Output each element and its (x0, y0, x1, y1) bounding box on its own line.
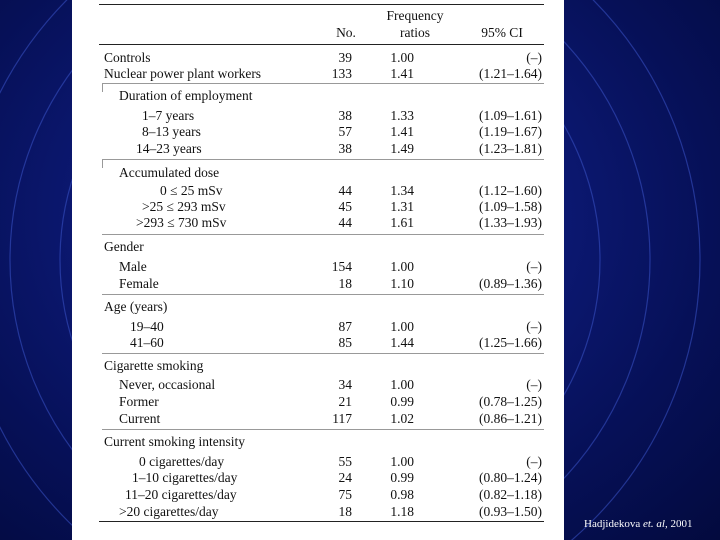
table-row: 0 ≤ 25 mSv 44 1.34 (1.12–1.60) (160, 183, 542, 198)
citation-year: 2001 (667, 518, 693, 530)
header-ci: 95% CI (481, 25, 523, 40)
table-row: >20 cigarettes/day 18 1.18 (0.93–1.50) (119, 504, 542, 519)
table-top-rule (99, 4, 544, 5)
table-row: Male 154 1.00 (–) (119, 259, 542, 274)
table-row: Nuclear power plant workers 133 1.41 (1.21–1.64) (104, 66, 542, 81)
header-no: No. (336, 25, 356, 40)
group-separator (102, 294, 544, 295)
group-heading: Cigarette smoking (104, 358, 204, 373)
table-row: 11–20 cigarettes/day 75 0.98 (0.82–1.18) (125, 487, 542, 502)
table-row: 1–10 cigarettes/day 24 0.99 (0.80–1.24) (132, 470, 542, 485)
table-row: Never, occasional 34 1.00 (–) (119, 377, 542, 392)
citation-etal: et. al, (642, 518, 668, 530)
table-row: Controls 39 1.00 (–) (104, 50, 542, 65)
group-heading: Duration of employment (119, 88, 253, 103)
group-heading: Gender (104, 239, 144, 254)
table-row: Former 21 0.99 (0.78–1.25) (119, 394, 542, 409)
header-ratios: ratios (400, 25, 430, 40)
citation-caption (584, 518, 692, 530)
table-row: 0 cigarettes/day 55 1.00 (–) (139, 454, 542, 469)
table-row: Female 18 1.10 (0.89–1.36) (119, 276, 542, 291)
group-separator (102, 159, 544, 160)
table-header-rule (99, 44, 544, 45)
header-frequency: Frequency (386, 8, 444, 23)
group-separator (102, 353, 544, 354)
citation-author: Hadjidekova (584, 518, 643, 530)
table-row: >25 ≤ 293 mSv 45 1.31 (1.09–1.58) (142, 199, 542, 214)
group-heading: Accumulated dose (119, 165, 220, 180)
group-separator (102, 83, 544, 84)
group-separator (102, 234, 544, 235)
table-row: 14–23 years 38 1.49 (1.23–1.81) (136, 141, 542, 156)
table-row: >293 ≤ 730 mSv 44 1.61 (1.33–1.93) (136, 215, 542, 230)
group-heading: Current smoking intensity (104, 434, 245, 449)
table-row: 1–7 years 38 1.33 (1.09–1.61) (142, 108, 542, 123)
table-row: 41–60 85 1.44 (1.25–1.66) (130, 335, 542, 350)
group-heading: Age (years) (104, 299, 168, 314)
table-row: Current 117 1.02 (0.86–1.21) (119, 411, 542, 426)
results-table (72, 0, 564, 540)
table-row: 19–40 87 1.00 (–) (130, 319, 542, 334)
group-separator (102, 429, 544, 430)
table-bottom-rule (99, 521, 544, 522)
table-row: 8–13 years 57 1.41 (1.19–1.67) (142, 124, 542, 139)
